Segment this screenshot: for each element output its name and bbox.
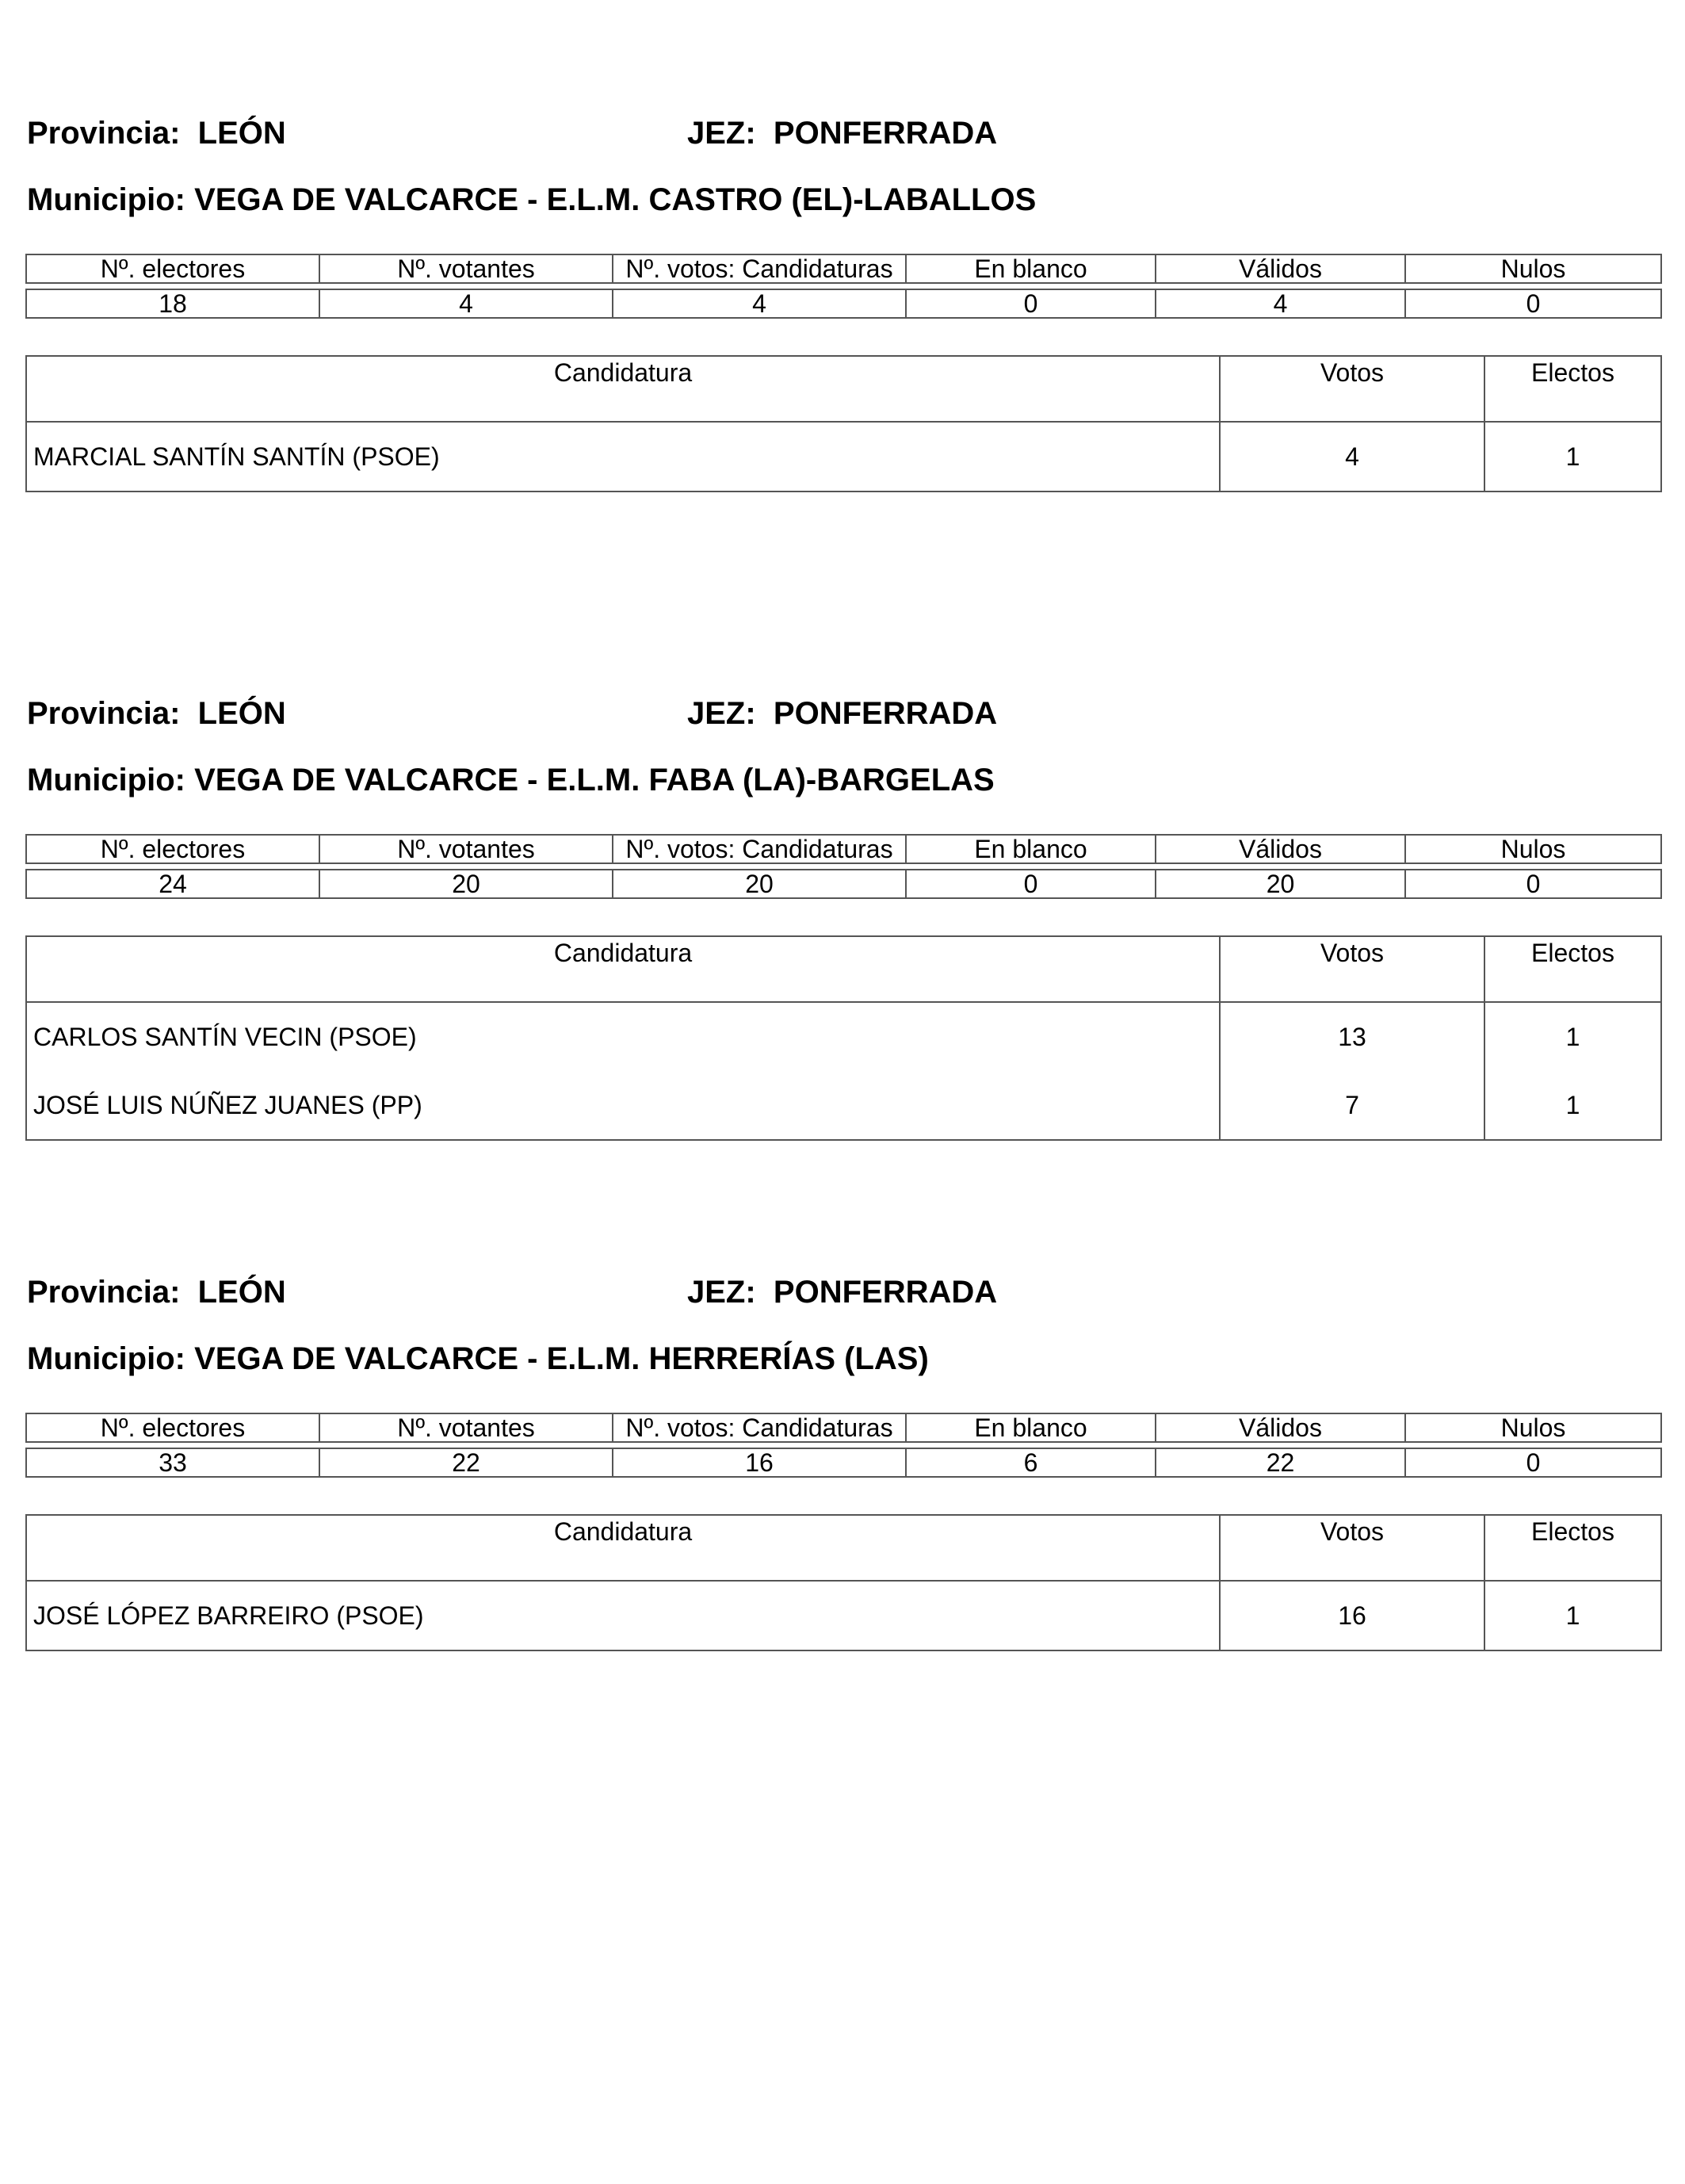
candidate-votos: 4 [1220, 422, 1484, 491]
provincia-line [27, 1275, 286, 1310]
votos-header: Votos [1220, 936, 1484, 1002]
candidates-table [25, 1514, 1662, 1651]
candidate-row [26, 1581, 1661, 1650]
municipio-value: VEGA DE VALCARCE - E.L.M. HERRERÍAS (LAS) [194, 1341, 929, 1376]
stats-header: Nº. votos: Candidaturas [613, 835, 906, 863]
candidate-name: MARCIAL SANTÍN SANTÍN (PSOE) [26, 422, 1220, 491]
stats-header: En blanco [906, 254, 1156, 283]
provincia-line [27, 696, 286, 732]
municipio-line [25, 182, 1660, 230]
section-header [25, 111, 1660, 157]
candidate-electos: 1 [1484, 1071, 1661, 1140]
electos-header: Electos [1484, 356, 1661, 422]
municipio-label: Municipio: [27, 182, 185, 217]
candidate-votos: 13 [1220, 1002, 1484, 1071]
stats-header: Nº. votos: Candidaturas [613, 254, 906, 283]
provincia-label: Provincia: [27, 696, 181, 731]
stats-value: 0 [1405, 870, 1661, 898]
electos-header: Electos [1484, 936, 1661, 1002]
candidate-row [26, 1071, 1661, 1140]
stats-header: Nº. electores [26, 254, 319, 283]
stats-header: Nº. electores [26, 835, 319, 863]
stats-value: 20 [319, 870, 613, 898]
candidate-name: CARLOS SANTÍN VECIN (PSOE) [26, 1002, 1220, 1071]
stats-table [25, 254, 1662, 319]
electos-header: Electos [1484, 1515, 1661, 1581]
stats-value: 24 [26, 870, 319, 898]
jez-label: JEZ: [687, 116, 756, 151]
stats-value: 0 [906, 289, 1156, 318]
stats-value: 22 [319, 1448, 613, 1477]
stats-value: 0 [1405, 289, 1661, 318]
stats-value: 4 [319, 289, 613, 318]
stats-header: Válidos [1156, 254, 1405, 283]
candidate-votos: 7 [1220, 1071, 1484, 1140]
provincia-value: LEÓN [197, 1275, 286, 1310]
stats-value: 4 [1156, 289, 1405, 318]
stats-value: 16 [613, 1448, 906, 1477]
provincia-line [27, 116, 286, 151]
candidate-name: JOSÉ LUIS NÚÑEZ JUANES (PP) [26, 1071, 1220, 1140]
jez-label: JEZ: [687, 1275, 756, 1310]
jez-line [687, 696, 997, 732]
stats-header: Válidos [1156, 1413, 1405, 1442]
provincia-value: LEÓN [197, 116, 286, 151]
jez-label: JEZ: [687, 696, 756, 731]
stats-value: 18 [26, 289, 319, 318]
jez-line [687, 116, 997, 151]
stats-value-row [26, 1448, 1661, 1477]
votos-header: Votos [1220, 1515, 1484, 1581]
candidate-votos: 16 [1220, 1581, 1484, 1650]
candidatura-header: Candidatura [26, 356, 1220, 422]
candidates-table [25, 935, 1662, 1141]
stats-header: Nº. votantes [319, 1413, 613, 1442]
municipio-value: VEGA DE VALCARCE - E.L.M. CASTRO (EL)-LABALLOS [194, 182, 1037, 217]
candidates-header-row [26, 356, 1661, 422]
election-section-3 [25, 1270, 1660, 1651]
stats-value: 4 [613, 289, 906, 318]
stats-header: Nº. electores [26, 1413, 319, 1442]
candidate-electos: 1 [1484, 1581, 1661, 1650]
stats-header-row [26, 254, 1661, 283]
candidate-electos: 1 [1484, 1002, 1661, 1071]
stats-header: En blanco [906, 835, 1156, 863]
municipio-line [25, 1341, 1660, 1389]
stats-header: Nº. votos: Candidaturas [613, 1413, 906, 1442]
candidate-row [26, 1002, 1661, 1071]
stats-header-row [26, 1413, 1661, 1442]
election-section-2 [25, 691, 1660, 1141]
stats-value-row [26, 289, 1661, 318]
stats-value: 22 [1156, 1448, 1405, 1477]
jez-line [687, 1275, 997, 1310]
stats-header: Nº. votantes [319, 254, 613, 283]
election-section-1 [25, 111, 1660, 492]
candidates-table [25, 355, 1662, 492]
stats-value: 20 [613, 870, 906, 898]
candidatura-header: Candidatura [26, 1515, 1220, 1581]
stats-value: 0 [906, 870, 1156, 898]
stats-value: 33 [26, 1448, 319, 1477]
provincia-value: LEÓN [197, 696, 286, 731]
votos-header: Votos [1220, 356, 1484, 422]
provincia-label: Provincia: [27, 1275, 181, 1310]
stats-header: Nulos [1405, 1413, 1661, 1442]
stats-header-row [26, 835, 1661, 863]
municipio-value: VEGA DE VALCARCE - E.L.M. FABA (LA)-BARGELAS [194, 763, 995, 797]
stats-value-row [26, 870, 1661, 898]
municipio-label: Municipio: [27, 1341, 185, 1376]
stats-header: Nulos [1405, 254, 1661, 283]
stats-header: Válidos [1156, 835, 1405, 863]
candidate-electos: 1 [1484, 422, 1661, 491]
candidatura-header: Candidatura [26, 936, 1220, 1002]
stats-value: 20 [1156, 870, 1405, 898]
jez-value: PONFERRADA [773, 116, 998, 151]
candidate-name: JOSÉ LÓPEZ BARREIRO (PSOE) [26, 1581, 1220, 1650]
stats-header: En blanco [906, 1413, 1156, 1442]
jez-value: PONFERRADA [773, 1275, 998, 1310]
stats-table [25, 1413, 1662, 1478]
stats-header: Nº. votantes [319, 835, 613, 863]
provincia-label: Provincia: [27, 116, 181, 151]
municipio-line [25, 763, 1660, 810]
jez-value: PONFERRADA [773, 696, 998, 731]
candidates-header-row [26, 936, 1661, 1002]
stats-value: 6 [906, 1448, 1156, 1477]
stats-table [25, 834, 1662, 899]
candidates-header-row [26, 1515, 1661, 1581]
municipio-label: Municipio: [27, 763, 185, 797]
candidate-row [26, 422, 1661, 491]
stats-value: 0 [1405, 1448, 1661, 1477]
section-header [25, 1270, 1660, 1316]
section-header [25, 691, 1660, 737]
stats-header: Nulos [1405, 835, 1661, 863]
